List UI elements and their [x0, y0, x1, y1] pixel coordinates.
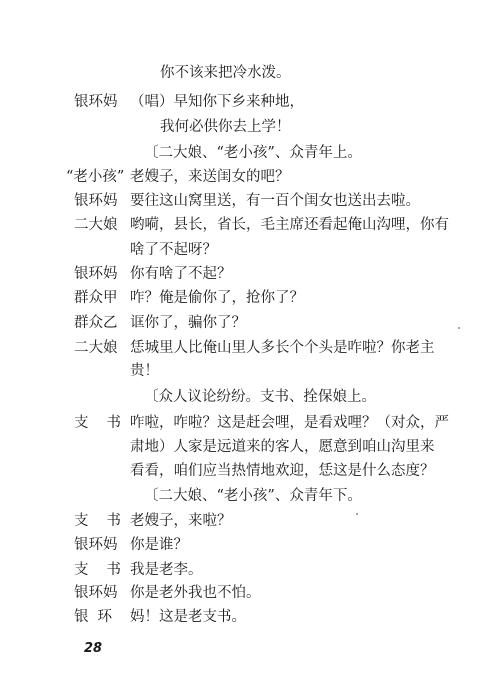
script-line [0, 261, 498, 287]
speaker-name: “老小孩” [66, 169, 125, 185]
line-text: 恁城里人比俺山里人多长个个头是咋啦？你老主 [130, 340, 435, 356]
line-text: 你不该来把冷水泼。 [160, 65, 291, 81]
line-text: 你有啥了不起？ [130, 266, 232, 282]
line-text: 啥了不起呀？ [130, 242, 217, 258]
stage-direction [0, 384, 498, 410]
page-number: 28 [84, 641, 103, 656]
script-line [0, 164, 498, 190]
script-line [0, 60, 498, 86]
script-line [0, 410, 498, 436]
script-line [0, 212, 498, 238]
script-line [0, 188, 498, 214]
line-text: 贵！ [130, 363, 159, 379]
speaker-name: 支书 [74, 415, 139, 431]
script-line [0, 285, 498, 311]
speaker-name: 银环妈 [74, 94, 118, 110]
script-line [0, 310, 498, 336]
script-line [0, 358, 498, 384]
line-text: 要往这山窝里送，有一百个闺女也送出去啦。 [130, 193, 420, 209]
script-line [0, 508, 498, 534]
line-text: 诓你了，骗你了？ [130, 315, 246, 331]
line-text: 咋啦，咋啦？这是赶会哩，是看戏哩？（对众，严 [130, 415, 449, 431]
script-line [0, 604, 498, 630]
line-text: 老嫂子，来送闺女的吧？ [130, 169, 290, 185]
scan-speck [458, 327, 460, 329]
line-text: 我何必供你去上学！ [160, 119, 291, 135]
speaker-name: 银环妈 [74, 193, 118, 209]
line-text: 哟嗬，县长，省长，毛主席还看起俺山沟哩，你有 [130, 217, 449, 233]
speaker-name: 二大娘 [74, 340, 118, 356]
scan-speck [356, 513, 358, 515]
line-text: 妈！这是老支书。 [130, 609, 246, 625]
speaker-name: 银环妈 [74, 266, 118, 282]
script-line [0, 434, 498, 460]
script-line [0, 114, 498, 140]
line-text: 〔二大娘、“老小孩”、众青年下。 [144, 488, 362, 504]
line-text: 我是老李。 [130, 562, 203, 578]
speaker-name: 群众甲 [74, 290, 118, 306]
script-line [0, 580, 498, 606]
line-text: （唱）早知你下乡来种地， [130, 94, 304, 110]
line-text: 〔二大娘、“老小孩”、众青年上。 [144, 145, 362, 161]
line-text: 老嫂子，来啦？ [130, 513, 232, 529]
stage-direction [0, 483, 498, 509]
line-text: 咋？俺是偷你了，抢你了？ [130, 290, 304, 306]
speaker-name: 支书 [74, 513, 139, 529]
line-text: 你是老外我也不怕。 [130, 585, 261, 601]
stage-direction [0, 140, 498, 166]
line-text: 肃地）人家是远道来的客人，愿意到咱山沟里来 [130, 439, 435, 455]
speaker-name: 银环妈 [74, 585, 118, 601]
speaker-name: 二大娘 [74, 217, 118, 233]
script-line [0, 89, 498, 115]
speaker-name: 银环 [74, 609, 121, 625]
speaker-name: 群众乙 [74, 315, 118, 331]
line-text: 看看，咱们应当热情地欢迎，恁这是什么态度？ [130, 463, 435, 479]
script-line [0, 532, 498, 558]
speaker-name: 支书 [74, 562, 139, 578]
line-text: 你是谁？ [130, 537, 188, 553]
script-line [0, 458, 498, 484]
script-line [0, 237, 498, 263]
speaker-name: 银环妈 [74, 537, 118, 553]
line-text: 〔众人议论纷纷。支书、拴保娘上。 [144, 389, 376, 405]
